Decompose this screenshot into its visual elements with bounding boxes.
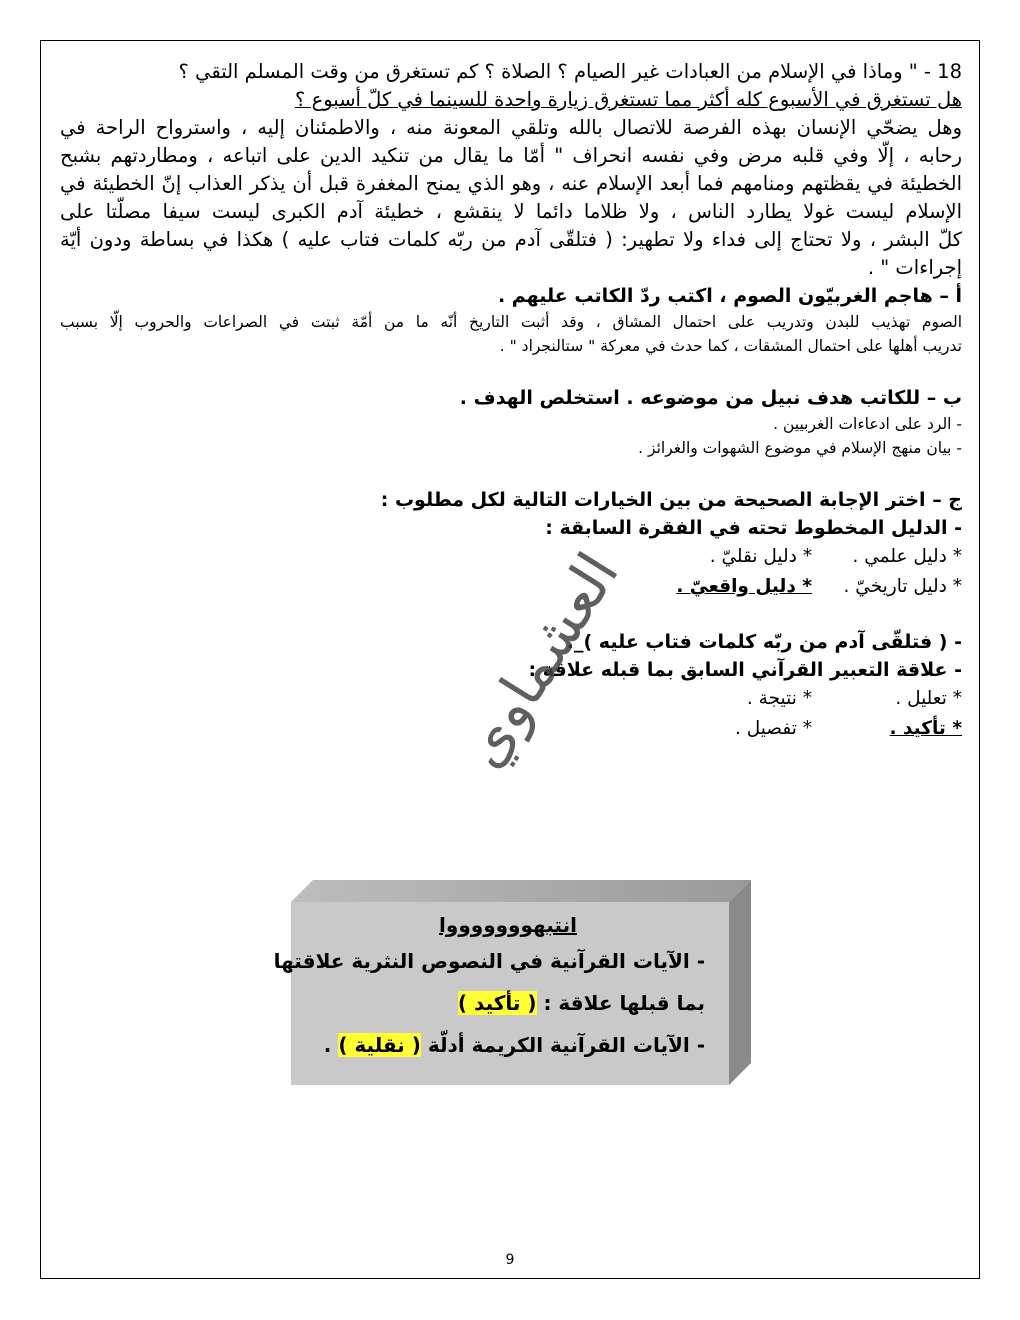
option-textual: * دليل نقليّ . xyxy=(709,546,812,567)
question-c-item2-quote: - ( فتلقّى آدم من ربّه كلمات فتاب عليه )_. xyxy=(566,631,962,653)
option-detail: * تفصيل . xyxy=(734,718,812,739)
note-box-title: انتبهوووووووا xyxy=(439,913,577,937)
note-box-highlight-emphasis: ( تأكيد ) xyxy=(457,991,537,1015)
note-box-line2 xyxy=(311,982,705,1024)
p18-line4: رحابه ، إلّا وفي قلبه مرض وفي نفسه انحراف " أمّا ما يقال من تنكيد الدين على اتباعه ، ومطاردتهم بشبح xyxy=(60,144,962,167)
note-box-face xyxy=(273,902,729,1085)
author-watermark: العشماوي xyxy=(448,541,632,779)
p18-line3: وهل يضحّي الإنسان بهذه الفرصة للاتصال بالله وتلقي المعونة منه ، والاطمئنان إليه ، واسترواح الراحة في xyxy=(60,116,962,139)
option-emphasis-selected: * تأكيد . xyxy=(889,718,962,739)
p18-line1: 18 - " وماذا في الإسلام من العبادات غير الصيام ؟ الصلاة ؟ كم تستغرق من وقت المسلم التقي ؟ xyxy=(178,60,962,83)
p18-line8: إجراءات " . xyxy=(867,256,962,279)
note-box-line2-text: بما قبلها علاقة : xyxy=(543,991,705,1015)
question-a-answer-line2: تدريب أهلها على احتمال المشقات ، كما حدث في معركة " ستالنجراد " . xyxy=(499,337,962,355)
p18-line6: الإسلام ليست غولا يطارد الناس ، ولا ظلاما دائما لا ينقشع ، خطيئة آدم الكبرى ليست سيفا مصلّتا على xyxy=(60,200,962,223)
question-c-item2-prompt: - علاقة التعبير القرآني السابق بما قبله علاقة : xyxy=(528,659,962,681)
p18-line2-underlined-evidence: هل تستغرق في الأسبوع كله أكثر مما تستغرق زيارة واحدة للسينما في كلّ أسبوع ؟ xyxy=(295,88,962,111)
option-historical: * دليل تاريخيّ . xyxy=(843,576,962,597)
question-c-item1-prompt: - الدليل المخطوط تحته في الفقرة السابقة : xyxy=(545,517,962,539)
question-b-answer-1: - الرد على ادعاءات الغربيين . xyxy=(773,415,962,433)
question-b-answer-2: - بيان منهج الإسلام في موضوع الشهوات والغرائز . xyxy=(638,439,962,457)
note-box-line3-text: - الآيات القرآنية الكريمة أدلّة xyxy=(427,1033,705,1057)
note-box-highlight-textual: ( نقلية ) xyxy=(338,1033,421,1057)
page-number: 9 xyxy=(505,1252,515,1268)
note-box-top-bevel xyxy=(291,880,751,902)
option-reasoning: * تعليل . xyxy=(895,688,962,709)
question-b-title: ب – للكاتب هدف نبيل من موضوعه . استخلص الهدف . xyxy=(459,387,962,409)
option-scientific: * دليل علمي . xyxy=(852,546,962,567)
option-result: * نتيجة . xyxy=(746,688,812,709)
note-box-line3-end: . xyxy=(323,1033,332,1057)
question-a-answer-line1: الصوم تهذيب للبدن وتدريب على احتمال المشاق ، وقد أثبت التاريخ أنّه ما من أمّة ثبتت في الصراعات والحروب إلّا بسبب xyxy=(60,313,962,331)
option-realistic-selected: * دليل واقعيّ . xyxy=(676,576,812,597)
p18-line7: كلّ البشر ، ولا تحتاج إلى فداء ولا تطهير: ( فتلقّى آدم من ربّه كلمات فتاب عليه ) هكذا في بساطة ودون أيّة xyxy=(60,228,962,251)
p18-line5: الخطيئة في يقظتهم ومنامهم فما أبعد الإسلام عنه ، وهو الذي يمنح المغفرة قبل أن يذكر العذاب إنّ الخطيئة في xyxy=(60,172,962,195)
note-box-side-bevel xyxy=(729,880,751,1085)
question-c-title: ج – اختر الإجابة الصحيحة من بين الخيارات التالية لكل مطلوب : xyxy=(380,489,962,511)
note-box-line1: - الآيات القرآنية في النصوص النثرية علاقتها xyxy=(273,949,705,973)
question-a-title: أ – هاجم الغربيّون الصوم ، اكتب ردّ الكاتب عليهم . xyxy=(497,285,962,307)
note-box xyxy=(273,880,751,1085)
note-box-line3 xyxy=(311,1024,705,1066)
